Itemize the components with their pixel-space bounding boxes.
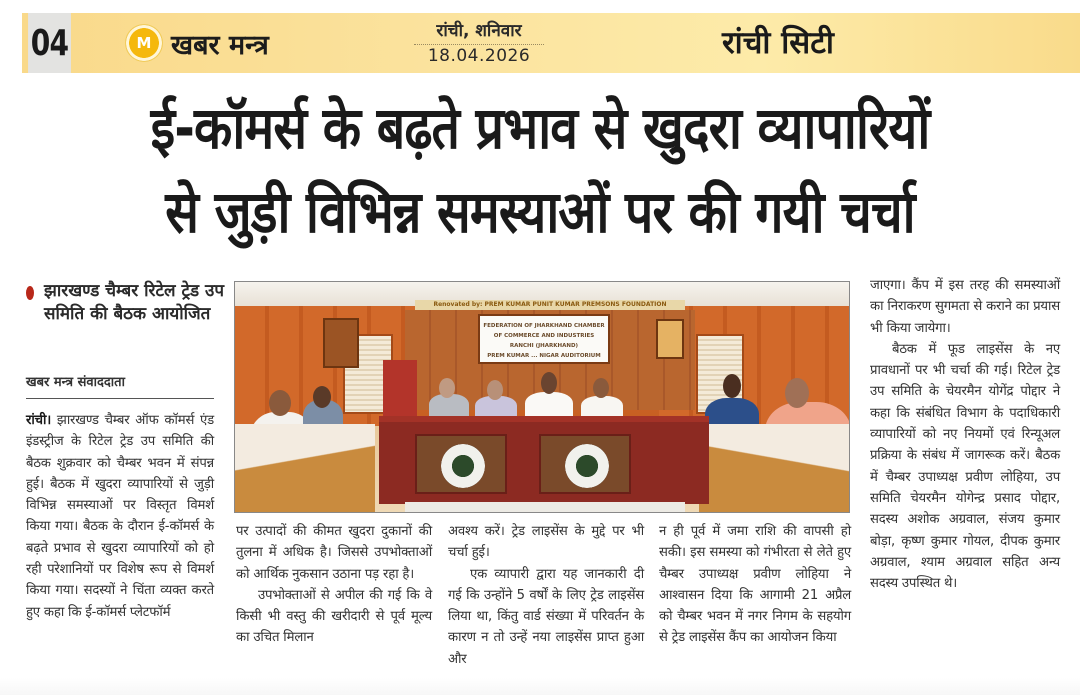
paragraph: पर उत्पादों की कीमत खुदरा दुकानों की तुलना में अधिक है। जिससे उपभोक्ताओं को आर्थिक नुकसान उठाना पड़ रहा है। <box>236 524 432 582</box>
table-right <box>699 424 849 513</box>
bullet-icon <box>26 286 34 300</box>
desk-panel <box>415 434 507 494</box>
paragraph: न ही पूर्व में जमा राशि की वापसी हो सकी। इस समस्या को गंभीरता से लेते हुए चैम्बर उपाध्यक्ष प्रवीण लोहिया ने आश्वासन दिया कि आगामी 21 अप्रैल को चैम्बर भवन में नगर निगम के सहयोग से ट्रेड लाइसेंस कैंप का आयोजन किया <box>659 524 851 646</box>
paragraph: उपभोक्ताओं से अपील की गई कि वे किसी भी वस्तु की खरीदारी से पूर्व मूल्य का उचित मिलान <box>236 587 432 646</box>
meeting-photo <box>234 281 850 513</box>
person-head <box>593 378 609 398</box>
photo-banner <box>478 314 610 364</box>
article-column-2 <box>236 521 432 649</box>
person-head <box>439 378 455 398</box>
brand <box>125 23 269 63</box>
dateline <box>414 18 544 66</box>
person-head <box>269 390 291 416</box>
paragraph-text: झारखण्ड चैम्बर ऑफ कॉमर्स एंड इंडस्ट्रीज के रिटेल ट्रेड उप समिति की बैठक शुक्रवार को चैम्बर भवन में संपन्न हुई। बैठक में खुदरा व्यापारियों से जुड़ी विभिन्न समस्याओं पर विस्तृत विमर्श किया गया। बैठक के दौरान ई-कॉमर्स के बढ़ते प्रभाव से खुदरा व्यापारियों को हो रही परेशानियों पर विशेष रूप से विमर्श किया गया। सदस्यों ने चिंता व्यक्त करते हुए कहा कि ई-कॉमर्स प्लेटफॉर्म <box>26 413 214 620</box>
desk-panel <box>539 434 631 494</box>
paragraph: अवश्य करें। ट्रेड लाइसेंस के मुद्दे पर भी चर्चा हुई। <box>448 524 644 561</box>
byline: खबर मन्त्र संवाददाता <box>26 375 125 390</box>
brand-name: खबर मन्त्र <box>171 29 269 61</box>
kicker-text: झारखण्ड चैम्बर रिटेल ट्रेड उप समिति की बैठक आयोजित <box>44 281 225 324</box>
photo-floor <box>405 502 685 513</box>
person-head <box>487 380 503 400</box>
person-head <box>785 378 809 408</box>
paragraph: एक व्यापारी द्वारा यह जानकारी दी गई कि उन्होंने 5 वर्षों के लिए ट्रेड लाइसेंस लिया था, किंतु वार्ड संख्या में परिवर्तन के कारण न तो उन्हें नया लाइसेंस प्राप्त हुआ और <box>448 566 644 667</box>
portrait-frame <box>656 319 684 359</box>
dateline-city: रांची। <box>26 413 51 428</box>
issue-date: 18.04.2026 <box>427 46 531 66</box>
photo-banner-strip: Renovated by: PREM KUMAR PUNIT KUMAR PREMSONS FOUNDATION <box>415 300 685 310</box>
article-column-3 <box>448 521 644 670</box>
paragraph: बैठक में फूड लाइसेंस के नए प्रावधानों पर भी चर्चा की गई। रिटेल ट्रेड उप समिति के चेयरमैन योगेंद्र पोद्दार ने कहा कि संबंधित विभाग के पदाधिकारी व्यापारियों को नए नियमों एवं रिन्यूअल प्रक्रिया के संबंध में जागरूक करें। बैठक में चैम्बर उपाध्यक्ष प्रवीण लोहिया, उप समिति चेयरमैन योगेन्द्र प्रसाद पोद्दार, सदस्य अशोक अग्रवाल, संजय कुमार बोड़ा, कृष्ण कुमार गोयल, दीपक कुमार अग्रवाल, श्याम अग्रवाल सहित अन्य सदस्य उपस्थित थे। <box>870 341 1060 592</box>
paragraph <box>26 410 214 623</box>
article-column-4 <box>659 521 851 649</box>
masthead <box>22 13 1080 73</box>
page-bottom-edge <box>0 678 1080 695</box>
banner-line: FEDERATION OF JHARKHAND CHAMBER <box>483 323 605 329</box>
article-column-5 <box>870 275 1060 594</box>
divider <box>26 398 214 399</box>
city-day: रांची, शनिवार <box>414 18 544 45</box>
article-headline <box>0 86 1080 254</box>
banner-line: OF COMMERCE AND INDUSTRIES <box>493 333 595 339</box>
headline-line-1: ई-कॉमर्स के बढ़ते प्रभाव से खुदरा व्यापारियों <box>150 94 930 162</box>
front-desk <box>379 416 709 504</box>
headline-line-2: से जुड़ी विभिन्न समस्याओं पर की गयी चर्चा <box>165 178 915 246</box>
kicker <box>26 280 226 326</box>
banner-line: PREM KUMAR ... NIGAR AUDITORIUM <box>487 353 601 359</box>
banner-line: RANCHI (JHARKHAND) <box>509 343 579 349</box>
table-left <box>235 424 375 513</box>
emblem-frame <box>323 318 359 368</box>
page-number: 04 <box>28 13 71 73</box>
person-head <box>313 386 331 408</box>
person-head <box>723 374 741 398</box>
chamber-emblem-icon <box>565 444 609 488</box>
article-column-1 <box>26 410 214 623</box>
person-head <box>541 372 557 394</box>
section-name: रांची सिटी <box>722 25 834 61</box>
brand-logo-icon: M <box>125 24 163 62</box>
paragraph: जाएगा। कैंप में इस तरह की समस्याओं का निराकरण सुगमता से कराने का प्रयास भी किया जायेगा। <box>870 278 1060 336</box>
chamber-emblem-icon <box>441 444 485 488</box>
